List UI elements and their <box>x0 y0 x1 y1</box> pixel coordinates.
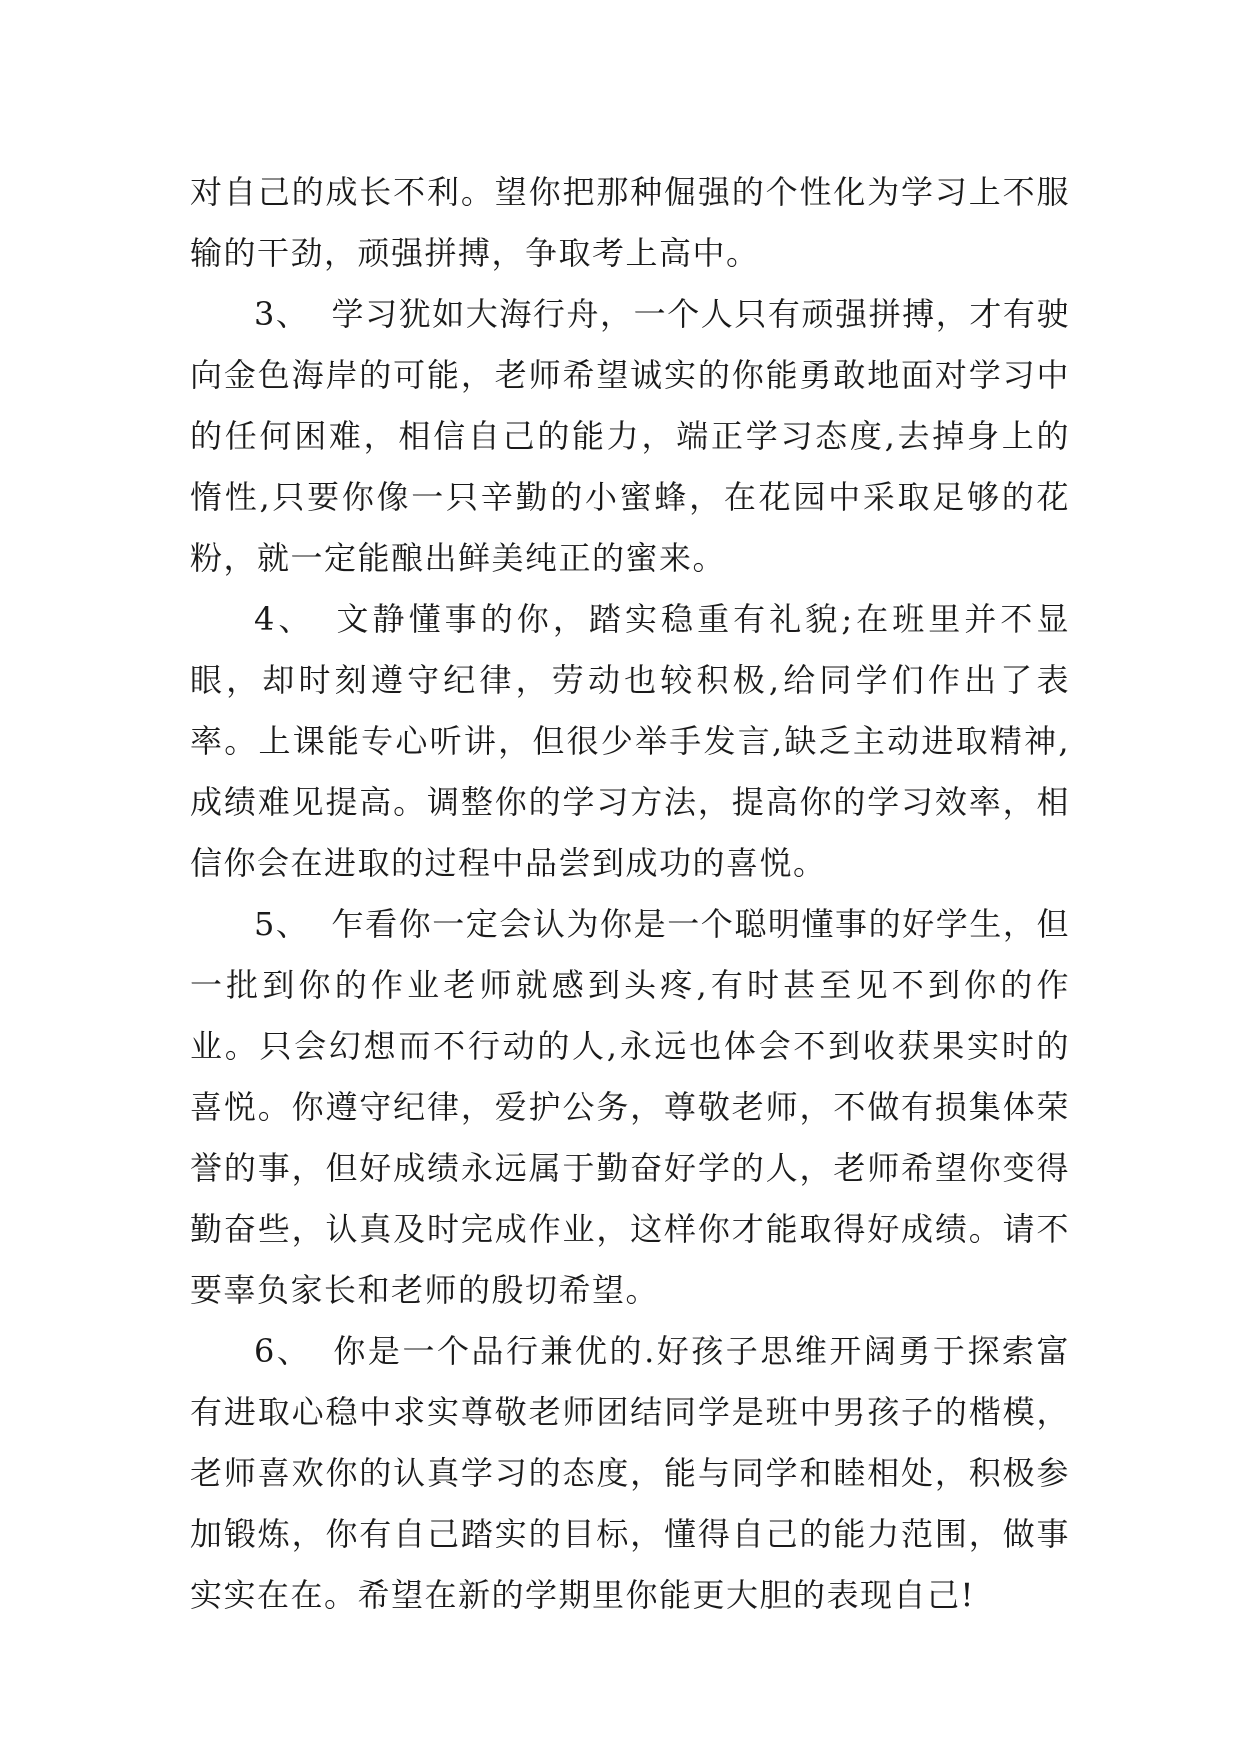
paragraph-text: 文静懂事的你，踏实稳重有礼貌;在班里并不显眼，却时刻遵守纪律，劳动也较积极,给同学们作出了表率。上课能专心听讲，但很少举手发言,缺乏主动进取精神,成绩难见提高。调整你的学习方法，提高你的学习效率，相信你会在进取的过程中品尝到成功的喜悦。 <box>190 600 1070 882</box>
paragraph-item-5 <box>190 894 1070 1321</box>
paragraph-number: 3、 <box>254 295 310 333</box>
paragraph-text: 你是一个品行兼优的.好孩子思维开阔勇于探索富有进取心稳中求实尊敬老师团结同学是班中男孩子的楷模，老师喜欢你的认真学习的态度，能与同学和睦相处，积极参加锻炼，你有自己踏实的目标，懂得自己的能力范围，做事实实在在。希望在新的学期里你能更大胆的表现自己! <box>190 1332 1070 1614</box>
paragraph-continuation <box>190 162 1070 284</box>
paragraph-item-3 <box>190 284 1070 589</box>
document-body <box>190 162 1070 1626</box>
paragraph-number: 4、 <box>254 600 315 638</box>
paragraph-text: 乍看你一定会认为你是一个聪明懂事的好学生，但一批到你的作业老师就感到头疼,有时甚至见不到你的作业。只会幻想而不行动的人,永远也体会不到收获果实时的喜悦。你遵守纪律，爱护公务，尊敬老师，不做有损集体荣誉的事，但好成绩永远属于勤奋好学的人，老师希望你变得勤奋些，认真及时完成作业，这样你才能取得好成绩。请不要辜负家长和老师的殷切希望。 <box>190 905 1070 1309</box>
paragraph-text: 学习犹如大海行舟，一个人只有顽强拼搏，才有驶向金色海岸的可能，老师希望诚实的你能勇敢地面对学习中的任何困难，相信自己的能力，端正学习态度,去掉身上的惰性,只要你像一只辛勤的小蜜蜂，在花园中采取足够的花粉，就一定能酿出鲜美纯正的蜜来。 <box>190 295 1070 577</box>
paragraph-item-4 <box>190 589 1070 894</box>
paragraph-number: 5、 <box>254 905 310 943</box>
paragraph-item-6 <box>190 1321 1070 1626</box>
paragraph-text: 对自己的成长不利。望你把那种倔强的个性化为学习上不服输的干劲，顽强拼搏，争取考上高中。 <box>190 173 1070 272</box>
paragraph-number: 6、 <box>254 1332 312 1370</box>
